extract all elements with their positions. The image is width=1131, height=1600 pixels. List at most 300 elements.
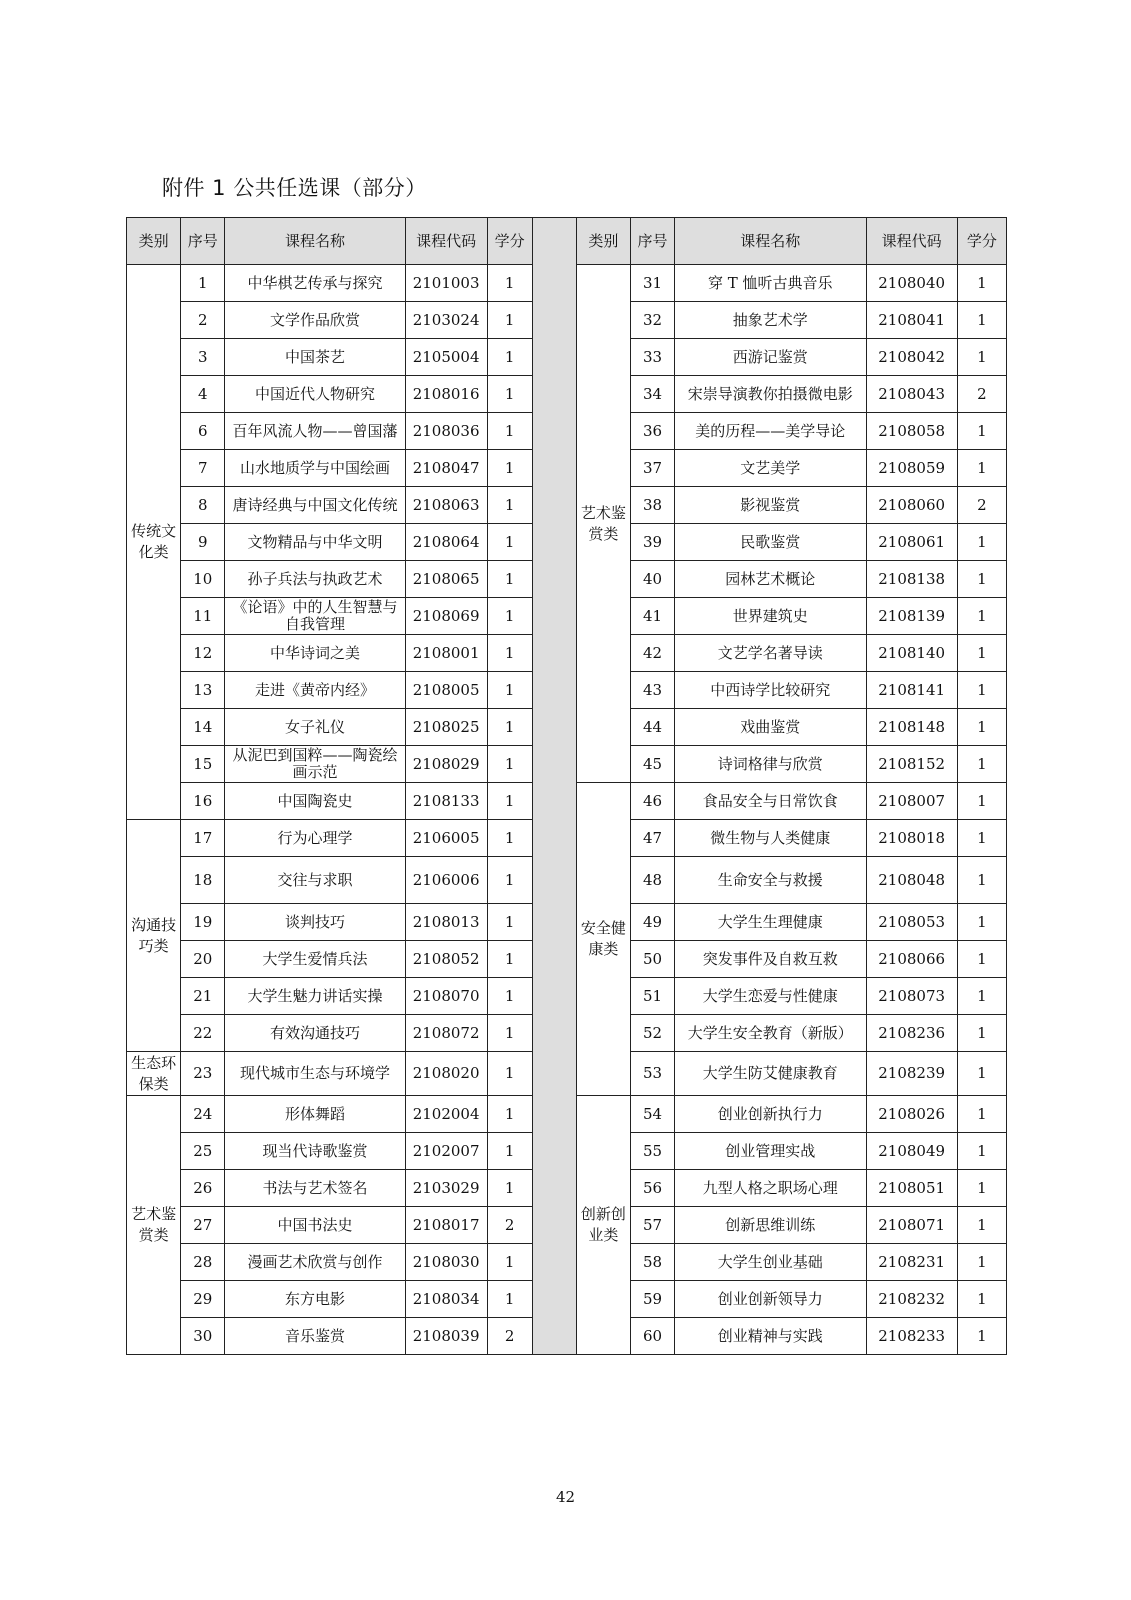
- course-name: 世界建筑史: [732, 607, 808, 625]
- course-name: 孙子兵法与执政艺术: [247, 570, 383, 588]
- credit: 1: [487, 672, 532, 709]
- course-name-cell: [675, 413, 867, 450]
- credit: 1: [487, 1281, 532, 1318]
- credit: 1: [957, 783, 1006, 820]
- header-number: 序号: [630, 218, 674, 265]
- serial-number: 12: [181, 635, 225, 672]
- serial-number: 55: [630, 1133, 674, 1170]
- course-code: 2108001: [405, 635, 487, 672]
- course-code: 2108064: [405, 524, 487, 561]
- course-name-cell: [675, 783, 867, 820]
- course-name-cell: [225, 265, 405, 302]
- course-code: 2108036: [405, 413, 487, 450]
- header-category: 类别: [576, 218, 630, 265]
- header-course-code: 课程代码: [866, 218, 957, 265]
- serial-number: 14: [181, 709, 225, 746]
- course-name-cell: [225, 1096, 405, 1133]
- credit: 1: [487, 1052, 532, 1096]
- credit: 1: [487, 450, 532, 487]
- header-credit: 学分: [487, 218, 532, 265]
- header-number: 序号: [181, 218, 225, 265]
- course-code: 2108063: [405, 487, 487, 524]
- credit: 1: [487, 857, 532, 904]
- serial-number: 44: [630, 709, 674, 746]
- course-name: 食品安全与日常饮食: [702, 792, 838, 810]
- course-name: 创业创新领导力: [717, 1290, 823, 1308]
- credit: 1: [957, 709, 1006, 746]
- serial-number: 11: [181, 598, 225, 635]
- serial-number: 40: [630, 561, 674, 598]
- credit: 1: [957, 635, 1006, 672]
- course-name-cell: [225, 1244, 405, 1281]
- course-name: 诗词格律与欣赏: [717, 755, 823, 773]
- page-number: 42: [555, 1488, 576, 1506]
- course-name: 走进《黄帝内经》: [254, 681, 375, 699]
- serial-number: 34: [630, 376, 674, 413]
- course-name-cell: [225, 746, 405, 783]
- course-name: 中国陶瓷史: [277, 792, 353, 810]
- course-code: 2106005: [405, 820, 487, 857]
- credit: 1: [957, 672, 1006, 709]
- course-name-cell: [675, 1015, 867, 1052]
- course-name-cell: [225, 1015, 405, 1052]
- serial-number: 2: [181, 302, 225, 339]
- header-credit: 学分: [957, 218, 1006, 265]
- credit: 2: [487, 1207, 532, 1244]
- course-name-cell: [225, 1281, 405, 1318]
- course-name: 中华诗词之美: [269, 644, 360, 662]
- credit: 1: [957, 1015, 1006, 1052]
- course-name-cell: [225, 450, 405, 487]
- course-name: 突发事件及自救互救: [702, 950, 838, 968]
- course-table: [126, 217, 1007, 1355]
- credit: 1: [957, 746, 1006, 783]
- course-name-cell: [225, 857, 405, 904]
- course-name: 山水地质学与中国绘画: [239, 459, 390, 477]
- course-name-cell: [225, 1170, 405, 1207]
- course-name-cell: [675, 904, 867, 941]
- course-name: 文艺学名著导读: [717, 644, 823, 662]
- credit: 1: [957, 561, 1006, 598]
- course-name-cell: [225, 1133, 405, 1170]
- credit: 1: [487, 635, 532, 672]
- course-code: 2106006: [405, 857, 487, 904]
- header-category: 类别: [127, 218, 181, 265]
- course-code: 2108236: [866, 1015, 957, 1052]
- course-name-cell: [225, 820, 405, 857]
- course-name: 九型人格之职场心理: [702, 1179, 838, 1197]
- credit: 1: [957, 339, 1006, 376]
- course-name-cell: [225, 339, 405, 376]
- course-code: 2108065: [405, 561, 487, 598]
- course-name: 文物精品与中华文明: [247, 533, 383, 551]
- course-code: 2108042: [866, 339, 957, 376]
- credit: 1: [487, 904, 532, 941]
- course-name: 大学生安全教育（新版）: [687, 1024, 853, 1042]
- serial-number: 23: [181, 1052, 225, 1096]
- course-code: 2108007: [866, 783, 957, 820]
- serial-number: 39: [630, 524, 674, 561]
- course-name-cell: [675, 820, 867, 857]
- course-name: 西游记鉴赏: [732, 348, 808, 366]
- course-name-cell: [675, 635, 867, 672]
- course-name-cell: [225, 672, 405, 709]
- credit: 1: [487, 709, 532, 746]
- course-code: 2108239: [866, 1052, 957, 1096]
- serial-number: 56: [630, 1170, 674, 1207]
- credit: 1: [957, 1052, 1006, 1096]
- course-code: 2103029: [405, 1170, 487, 1207]
- credit: 1: [957, 1133, 1006, 1170]
- credit: 1: [957, 904, 1006, 941]
- course-name-cell: [225, 561, 405, 598]
- course-code: 2108073: [866, 978, 957, 1015]
- credit: 1: [487, 941, 532, 978]
- course-name-cell: [675, 265, 867, 302]
- serial-number: 38: [630, 487, 674, 524]
- course-name: 有效沟通技巧: [269, 1024, 360, 1042]
- course-code: 2108034: [405, 1281, 487, 1318]
- course-code: 2102007: [405, 1133, 487, 1170]
- course-name: 民歌鉴赏: [740, 533, 801, 551]
- course-name-cell: [675, 598, 867, 635]
- course-name-cell: [225, 635, 405, 672]
- header-row: [127, 218, 1007, 265]
- course-code: 2108017: [405, 1207, 487, 1244]
- course-name-cell: [225, 487, 405, 524]
- course-name-cell: [225, 783, 405, 820]
- course-name: 园林艺术概论: [725, 570, 816, 588]
- serial-number: 58: [630, 1244, 674, 1281]
- credit: 1: [487, 1244, 532, 1281]
- course-name-cell: [675, 1170, 867, 1207]
- serial-number: 20: [181, 941, 225, 978]
- course-code: 2108058: [866, 413, 957, 450]
- course-name: 中华棋艺传承与探究: [247, 274, 383, 292]
- credit: 1: [487, 524, 532, 561]
- course-name: 创新思维训练: [725, 1216, 816, 1234]
- category-cell: 生态环 保类: [127, 1052, 181, 1096]
- course-name: 现代城市生态与环境学: [239, 1065, 390, 1082]
- course-code: 2108139: [866, 598, 957, 635]
- category-cell: 传统文 化类: [127, 265, 181, 820]
- course-name: 形体舞蹈: [284, 1105, 345, 1123]
- course-name-cell: [225, 302, 405, 339]
- course-code: 2108232: [866, 1281, 957, 1318]
- credit: 2: [957, 487, 1006, 524]
- header-course-name: 课程名称: [675, 218, 867, 265]
- course-code: 2108041: [866, 302, 957, 339]
- serial-number: 4: [181, 376, 225, 413]
- credit: 1: [487, 1096, 532, 1133]
- course-name-cell: [675, 561, 867, 598]
- credit: 1: [957, 1318, 1006, 1355]
- course-name: 微生物与人类健康: [710, 829, 831, 847]
- serial-number: 53: [630, 1052, 674, 1096]
- serial-number: 48: [630, 857, 674, 904]
- category-cell: 艺术鉴 赏类: [576, 265, 630, 783]
- course-name-cell: [225, 941, 405, 978]
- course-name: 生命安全与救援: [717, 871, 823, 889]
- credit: 1: [957, 302, 1006, 339]
- serial-number: 7: [181, 450, 225, 487]
- course-code: 2108039: [405, 1318, 487, 1355]
- credit: 1: [957, 857, 1006, 904]
- category-cell: 创新创 业类: [576, 1096, 630, 1355]
- course-code: 2108048: [866, 857, 957, 904]
- course-name: 女子礼仪: [284, 718, 345, 736]
- serial-number: 22: [181, 1015, 225, 1052]
- course-code: 2108061: [866, 524, 957, 561]
- course-name: 百年风流人物——曾国藩: [232, 422, 398, 440]
- course-code: 2108140: [866, 635, 957, 672]
- course-code: 2108026: [866, 1096, 957, 1133]
- serial-number: 45: [630, 746, 674, 783]
- course-code: 2108138: [866, 561, 957, 598]
- course-code: 2108013: [405, 904, 487, 941]
- course-name: 谈判技巧: [284, 913, 345, 931]
- course-code: 2108052: [405, 941, 487, 978]
- serial-number: 36: [630, 413, 674, 450]
- course-code: 2108066: [866, 941, 957, 978]
- course-name: 影视鉴赏: [740, 496, 801, 514]
- course-name: 音乐鉴赏: [284, 1327, 345, 1345]
- serial-number: 29: [181, 1281, 225, 1318]
- serial-number: 27: [181, 1207, 225, 1244]
- serial-number: 24: [181, 1096, 225, 1133]
- course-name-cell: [225, 904, 405, 941]
- serial-number: 42: [630, 635, 674, 672]
- course-code: 2108059: [866, 450, 957, 487]
- course-name-cell: [675, 1318, 867, 1355]
- course-code: 2105004: [405, 339, 487, 376]
- course-name-cell: [225, 978, 405, 1015]
- course-name: 唐诗经典与中国文化传统: [232, 496, 398, 514]
- course-code: 2108040: [866, 265, 957, 302]
- course-code: 2108049: [866, 1133, 957, 1170]
- course-name-cell: [225, 413, 405, 450]
- course-name: 大学生生理健康: [717, 913, 823, 931]
- credit: 1: [957, 450, 1006, 487]
- course-code: 2103024: [405, 302, 487, 339]
- credit: 1: [487, 413, 532, 450]
- credit: 1: [487, 1015, 532, 1052]
- credit: 1: [957, 265, 1006, 302]
- course-name: 戏曲鉴赏: [740, 718, 801, 736]
- course-name: 大学生防艾健康教育: [702, 1065, 838, 1082]
- course-name: 大学生魅力讲话实操: [247, 987, 383, 1005]
- course-code: 2108152: [866, 746, 957, 783]
- serial-number: 41: [630, 598, 674, 635]
- credit: 1: [487, 978, 532, 1015]
- serial-number: 28: [181, 1244, 225, 1281]
- course-name: 创业管理实战: [725, 1142, 816, 1160]
- course-name: 宋崇导演教你拍摄微电影: [687, 385, 853, 403]
- course-name: 中国近代人物研究: [254, 385, 375, 403]
- credit: 2: [957, 376, 1006, 413]
- course-name-cell: [675, 1244, 867, 1281]
- serial-number: 31: [630, 265, 674, 302]
- serial-number: 9: [181, 524, 225, 561]
- credit: 1: [487, 783, 532, 820]
- credit: 1: [957, 598, 1006, 635]
- course-code: 2108141: [866, 672, 957, 709]
- course-code: 2108071: [866, 1207, 957, 1244]
- course-name: 抽象艺术学: [732, 311, 808, 329]
- course-name: 文学作品欣赏: [269, 311, 360, 329]
- serial-number: 51: [630, 978, 674, 1015]
- course-name-cell: [225, 1052, 405, 1096]
- course-name-cell: [675, 1096, 867, 1133]
- serial-number: 10: [181, 561, 225, 598]
- course-code: 2108072: [405, 1015, 487, 1052]
- course-name: 美的历程——美学导论: [695, 422, 846, 440]
- course-name: 从泥巴到国粹——陶瓷绘画示范: [232, 747, 398, 781]
- credit: 1: [487, 376, 532, 413]
- serial-number: 15: [181, 746, 225, 783]
- course-name: 现当代诗歌鉴赏: [262, 1142, 368, 1160]
- course-name-cell: [675, 1133, 867, 1170]
- serial-number: 33: [630, 339, 674, 376]
- credit: 1: [957, 941, 1006, 978]
- serial-number: 16: [181, 783, 225, 820]
- credit: 1: [957, 820, 1006, 857]
- credit: 1: [957, 524, 1006, 561]
- course-name-cell: [225, 524, 405, 561]
- serial-number: 18: [181, 857, 225, 904]
- course-name-cell: [675, 1207, 867, 1244]
- course-code: 2108047: [405, 450, 487, 487]
- credit: 1: [487, 561, 532, 598]
- course-name: 《论语》中的人生智慧与自我管理: [232, 599, 398, 633]
- serial-number: 26: [181, 1170, 225, 1207]
- course-code: 2108030: [405, 1244, 487, 1281]
- category-cell: 沟通技 巧类: [127, 820, 181, 1052]
- credit: 1: [957, 1170, 1006, 1207]
- serial-number: 47: [630, 820, 674, 857]
- course-name-cell: [675, 746, 867, 783]
- course-code: 2108070: [405, 978, 487, 1015]
- credit: 2: [487, 1318, 532, 1355]
- course-name-cell: [675, 1052, 867, 1096]
- serial-number: 13: [181, 672, 225, 709]
- course-code: 2108133: [405, 783, 487, 820]
- serial-number: 57: [630, 1207, 674, 1244]
- course-code: 2108233: [866, 1318, 957, 1355]
- course-code: 2108018: [866, 820, 957, 857]
- course-name: 中国书法史: [277, 1216, 353, 1234]
- course-name-cell: [675, 1281, 867, 1318]
- credit: 1: [487, 302, 532, 339]
- course-name-cell: [675, 339, 867, 376]
- course-code: 2108016: [405, 376, 487, 413]
- serial-number: 25: [181, 1133, 225, 1170]
- serial-number: 6: [181, 413, 225, 450]
- course-name-cell: [225, 598, 405, 635]
- course-name: 大学生创业基础: [717, 1253, 823, 1271]
- serial-number: 32: [630, 302, 674, 339]
- course-name: 中国茶艺: [284, 348, 345, 366]
- serial-number: 49: [630, 904, 674, 941]
- course-name-cell: [225, 1318, 405, 1355]
- serial-number: 50: [630, 941, 674, 978]
- serial-number: 21: [181, 978, 225, 1015]
- course-name-cell: [675, 302, 867, 339]
- course-code: 2108029: [405, 746, 487, 783]
- course-name: 行为心理学: [277, 829, 353, 847]
- course-name: 穿 T 恤听古典音乐: [708, 274, 833, 292]
- course-name: 创业精神与实践: [717, 1327, 823, 1345]
- serial-number: 8: [181, 487, 225, 524]
- serial-number: 54: [630, 1096, 674, 1133]
- serial-number: 43: [630, 672, 674, 709]
- course-name-cell: [675, 450, 867, 487]
- credit: 1: [487, 1133, 532, 1170]
- course-name-cell: [675, 524, 867, 561]
- serial-number: 17: [181, 820, 225, 857]
- serial-number: 1: [181, 265, 225, 302]
- credit: 1: [487, 820, 532, 857]
- header-course-code: 课程代码: [405, 218, 487, 265]
- serial-number: 37: [630, 450, 674, 487]
- serial-number: 30: [181, 1318, 225, 1355]
- course-name: 漫画艺术欣赏与创作: [247, 1253, 383, 1271]
- credit: 1: [487, 265, 532, 302]
- course-name-cell: [675, 978, 867, 1015]
- course-name-cell: [675, 672, 867, 709]
- credit: 1: [957, 413, 1006, 450]
- course-name-cell: [225, 1207, 405, 1244]
- course-code: 2108020: [405, 1052, 487, 1096]
- credit: 1: [487, 746, 532, 783]
- course-code: 2108025: [405, 709, 487, 746]
- course-name-cell: [675, 487, 867, 524]
- course-name-cell: [225, 709, 405, 746]
- category-cell: 艺术鉴 赏类: [127, 1096, 181, 1355]
- credit: 1: [957, 1096, 1006, 1133]
- serial-number: 3: [181, 339, 225, 376]
- course-name: 文艺美学: [740, 459, 801, 477]
- credit: 1: [487, 339, 532, 376]
- header-course-name: 课程名称: [225, 218, 405, 265]
- course-name-cell: [675, 941, 867, 978]
- course-name: 中西诗学比较研究: [710, 681, 831, 699]
- credit: 1: [487, 598, 532, 635]
- credit: 1: [957, 978, 1006, 1015]
- credit: 1: [487, 1170, 532, 1207]
- credit: 1: [957, 1281, 1006, 1318]
- page-title: 附件 1 公共任选课（部分）: [162, 176, 427, 200]
- serial-number: 46: [630, 783, 674, 820]
- course-name: 东方电影: [284, 1290, 345, 1308]
- course-name: 交往与求职: [277, 871, 353, 889]
- serial-number: 59: [630, 1281, 674, 1318]
- course-code: 2101003: [405, 265, 487, 302]
- course-name: 书法与艺术签名: [262, 1179, 368, 1197]
- serial-number: 19: [181, 904, 225, 941]
- credit: 1: [957, 1207, 1006, 1244]
- course-code: 2108005: [405, 672, 487, 709]
- course-name-cell: [225, 376, 405, 413]
- course-code: 2108069: [405, 598, 487, 635]
- course-code: 2108053: [866, 904, 957, 941]
- course-name: 创业创新执行力: [717, 1105, 823, 1123]
- course-name-cell: [675, 376, 867, 413]
- course-code: 2108051: [866, 1170, 957, 1207]
- course-name-cell: [675, 857, 867, 904]
- serial-number: 52: [630, 1015, 674, 1052]
- course-name: 大学生恋爱与性健康: [702, 987, 838, 1005]
